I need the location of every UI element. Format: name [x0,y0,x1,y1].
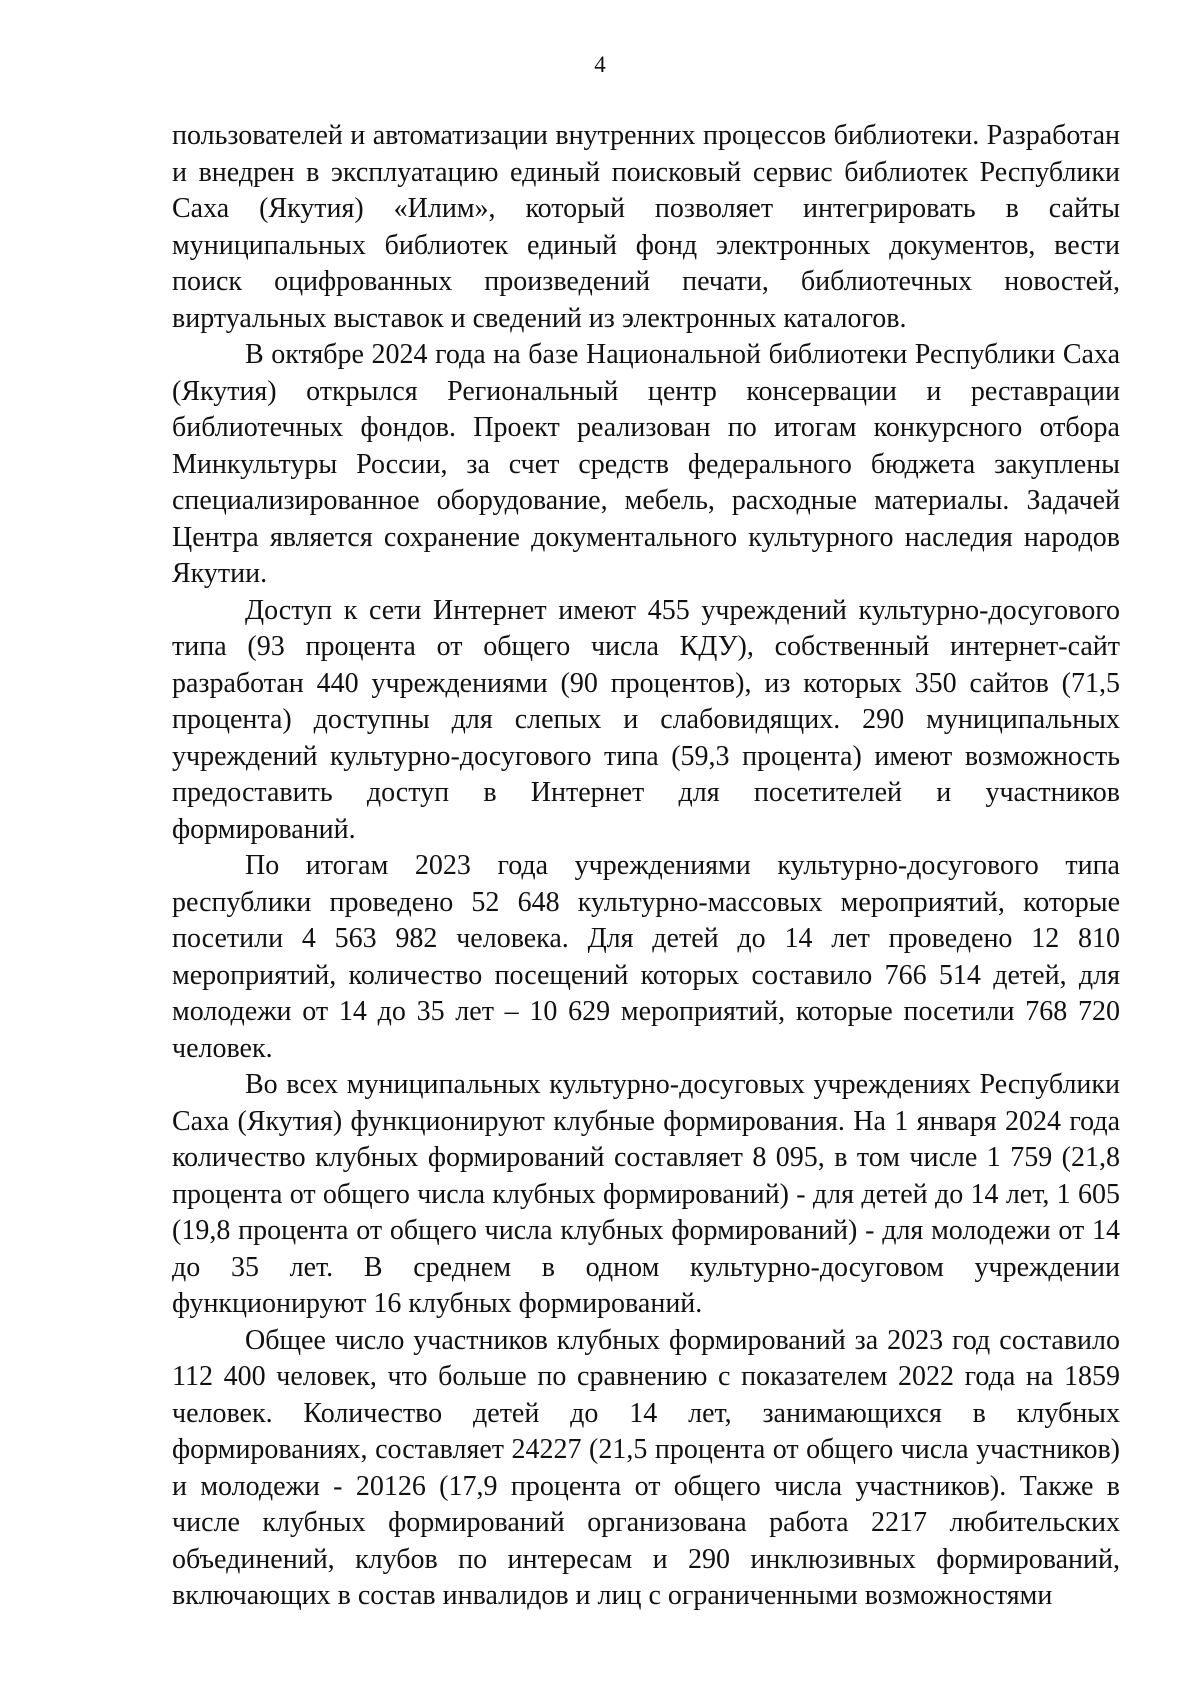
paragraph-club-formations: Во всех муниципальных культурно-досуговых учреждениях Республики Саха (Якутия) функционируют клубные формирования. На 1 января 2024 года количество клубных формирований составляет 8 095, в том числе 1 759 (21,8 процента от общего числа клубных формирований) - для детей до 14 лет, 1 605 (19,8 процента от общего числа клубных формирований) - для молодежи от 14 до 35 лет. В среднем в одном культурно-досуговом учреждении функционируют 16 клубных формирований. [172,1069,1120,1319]
document-body [172,118,1120,1615]
paragraph-restoration-center: В октябре 2024 года на базе Национальной библиотеки Республики Саха (Якутия) открылся Региональный центр консервации и реставрации библиотечных фондов. Проект реализован по итогам конкурсного отбора Минкультуры России, за счет средств федерального бюджета закуплены специализированное оборудование, мебель, расходные материалы. Задачей Центра является сохранение документального культурного наследия народов Якутии. [172,339,1120,589]
paragraph-library-services: пользователей и автоматизации внутренних процессов библиотеки. Разработан и внедрен в эксплуатацию единый поисковый сервис библиотек Республики Саха (Якутия) «Илим», который позволяет интегрировать в сайты муниципальных библиотек единый фонд электронных документов, вести поиск оцифрованных произведений печати, библиотечных новостей, виртуальных выставок и сведений из электронных каталогов. [172,120,1120,334]
page-number: 4 [594,52,606,77]
paragraph-internet-access: Доступ к сети Интернет имеют 455 учреждений культурно-досугового типа (93 процента от общего числа КДУ), собственный интернет-сайт разработан 440 учреждениями (90 процентов), из которых 350 сайтов (71,5 процента) доступны для слепых и слабовидящих. 290 муниципальных учреждений культурно-досугового типа (59,3 процента) имеют возможность предоставить доступ в Интернет для посетителей и участников формирований. [172,594,1120,845]
paragraph-events-2023: По итогам 2023 года учреждениями культурно-досугового типа республики проведено 52 648 культурно-массовых мероприятий, которые посетили 4 563 982 человека. Для детей до 14 лет проведено 12 810 мероприятий, количество посещений которых составило 766 514 детей, для молодежи от 14 до 35 лет – 10 629 мероприятий, которые посетили 768 720 человек. [172,850,1120,1064]
paragraph-club-participants: Общее число участников клубных формирований за 2023 год составило 112 400 человек, что больше по сравнению с показателем 2022 года на 1859 человек. Количество детей до 14 лет, занимающихся в клубных формированиях, составляет 24227 (21,5 процента от общего числа участников) и молодежи - 20126 (17,9 процента от общего числа участников). Также в числе клубных формирований организована работа 2217 любительских объединений, клубов по интересам и 290 инклюзивных формирований, включающих в состав инвалидов и лиц с ограниченными возможностями [172,1324,1120,1611]
